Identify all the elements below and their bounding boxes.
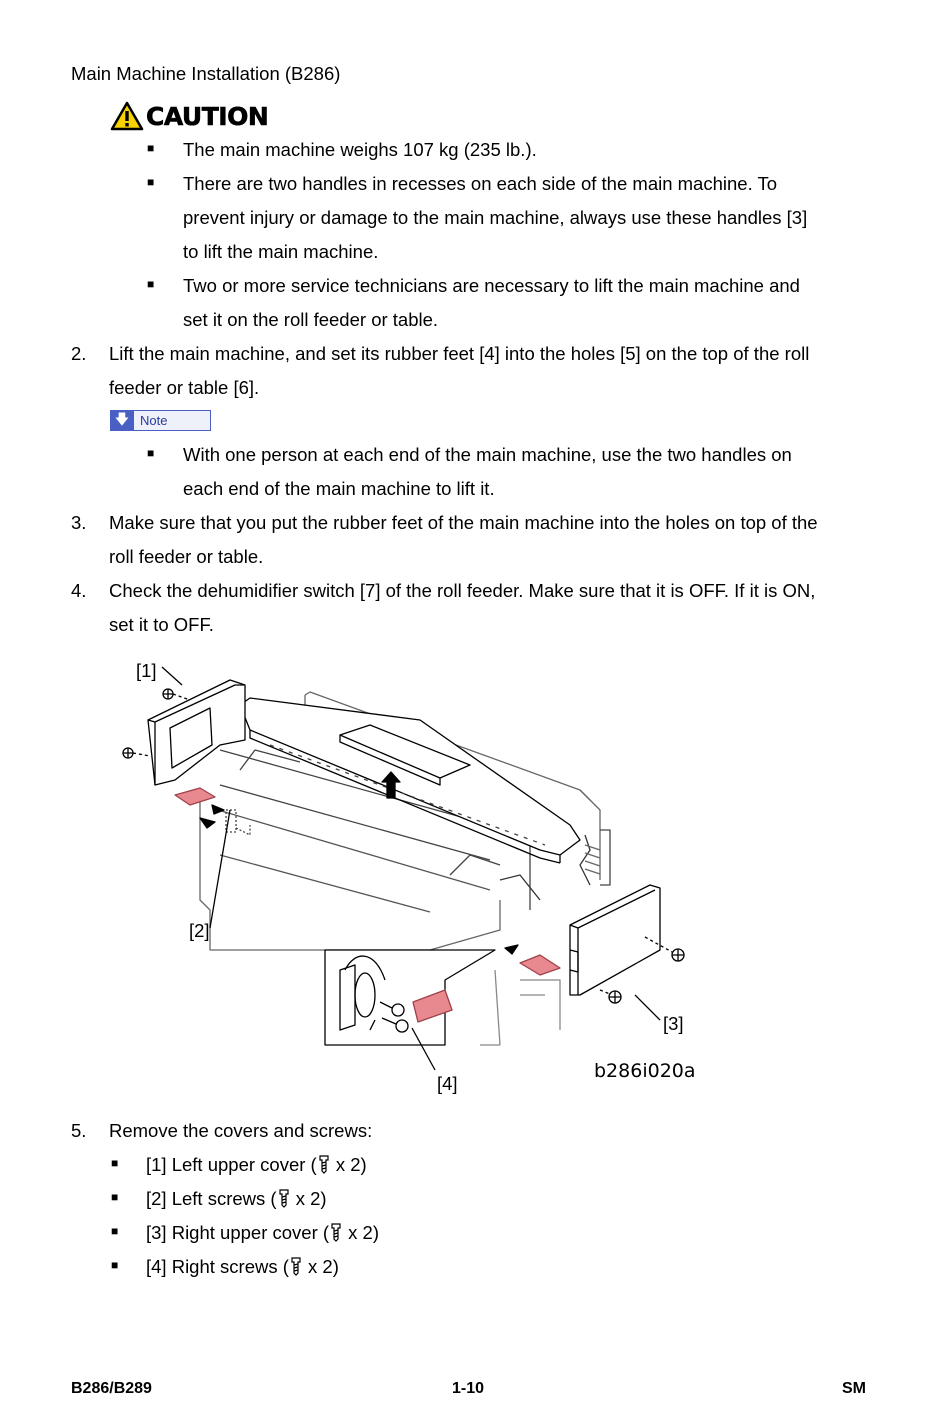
step-4-number: 4. bbox=[71, 580, 87, 601]
bullet-marker: ■ bbox=[111, 1156, 119, 1170]
bullet-marker: ■ bbox=[147, 141, 155, 155]
machine-cover-removal-diagram bbox=[100, 650, 720, 1100]
left-foot-position-marker bbox=[175, 788, 215, 805]
left-arrow-marker bbox=[200, 818, 215, 828]
footer-manual-code: SM bbox=[842, 1380, 866, 1397]
screw-icon bbox=[317, 1154, 331, 1174]
vent-grille bbox=[585, 845, 600, 874]
caution-item-1-line-1: The main machine weighs 107 kg (235 lb.). bbox=[183, 139, 537, 160]
screw-icon bbox=[289, 1256, 303, 1276]
step-4-line-2: set it to OFF. bbox=[109, 614, 214, 635]
bullet-marker: ■ bbox=[147, 277, 155, 291]
callout-2: [2] bbox=[189, 920, 210, 941]
leader-line-3 bbox=[635, 995, 660, 1020]
note-item-line-2: each end of the main machine to lift it. bbox=[183, 478, 495, 499]
bullet-marker: ■ bbox=[111, 1190, 119, 1204]
step-2-number: 2. bbox=[71, 343, 87, 364]
caution-item-2-line-3: to lift the main machine. bbox=[183, 241, 379, 262]
caution-item-2-line-1: There are two handles in recesses on each side of the main machine. To bbox=[183, 173, 778, 194]
right-foot-position-marker bbox=[520, 955, 560, 975]
step-3-line-2: roll feeder or table. bbox=[109, 546, 264, 567]
note-badge bbox=[110, 410, 211, 431]
warning-triangle-icon bbox=[110, 101, 144, 131]
removal-item-3: [3] Right upper cover ( x 2) bbox=[146, 1222, 380, 1243]
step-5-number: 5. bbox=[71, 1120, 87, 1141]
right-screws-inset bbox=[325, 950, 495, 1045]
right-arrow-marker bbox=[505, 945, 518, 954]
right-upper-cover bbox=[570, 885, 684, 1003]
step-5-text: Remove the covers and screws: bbox=[109, 1120, 373, 1141]
callout-4: [4] bbox=[437, 1073, 458, 1094]
step-2-line-2: feeder or table [6]. bbox=[109, 377, 260, 398]
left-upper-cover bbox=[123, 680, 245, 785]
callout-1: [1] bbox=[136, 660, 157, 681]
down-arrow-icon: 🡇 bbox=[110, 410, 134, 431]
leader-line-1 bbox=[162, 667, 182, 685]
bullet-marker: ■ bbox=[147, 175, 155, 189]
callout-3: [3] bbox=[663, 1013, 684, 1034]
removal-item-2: [2] Left screws ( x 2) bbox=[146, 1188, 327, 1209]
page-header-title: Main Machine Installation (B286) bbox=[71, 63, 341, 84]
caution-banner bbox=[110, 100, 268, 132]
screw-icon bbox=[329, 1222, 343, 1242]
step-3-line-1: Make sure that you put the rubber feet of the main machine into the holes on top of the bbox=[109, 512, 818, 533]
left-arrow-marker bbox=[212, 805, 224, 814]
bullet-marker: ■ bbox=[111, 1258, 119, 1272]
footer-page-number: 1-10 bbox=[452, 1380, 485, 1397]
footer-model: B286/B289 bbox=[71, 1380, 152, 1397]
removal-item-1: [1] Left upper cover ( x 2) bbox=[146, 1154, 367, 1175]
removal-item-4: [4] Right screws ( x 2) bbox=[146, 1256, 339, 1277]
note-label: Note bbox=[140, 413, 168, 428]
figure-id: b286i020a bbox=[594, 1060, 696, 1082]
caution-item-3-line-2: set it on the roll feeder or table. bbox=[183, 309, 439, 330]
bullet-marker: ■ bbox=[111, 1224, 119, 1238]
caution-item-3-line-1: Two or more service technicians are necessary to lift the main machine and bbox=[183, 275, 800, 296]
screw-icon bbox=[277, 1188, 291, 1208]
step-4-line-1: Check the dehumidifier switch [7] of the roll feeder. Make sure that it is OFF. If it is ON, bbox=[109, 580, 816, 601]
bullet-marker: ■ bbox=[147, 446, 155, 460]
leader-line-2 bbox=[210, 810, 230, 928]
step-2-line-1: Lift the main machine, and set its rubber feet [4] into the holes [5] on the top of the roll bbox=[109, 343, 810, 364]
caution-label: CAUTION bbox=[146, 101, 269, 131]
step-3-number: 3. bbox=[71, 512, 87, 533]
note-item-line-1: With one person at each end of the main machine, use the two handles on bbox=[183, 444, 792, 465]
caution-item-2-line-2: prevent injury or damage to the main machine, always use these handles [3] bbox=[183, 207, 808, 228]
